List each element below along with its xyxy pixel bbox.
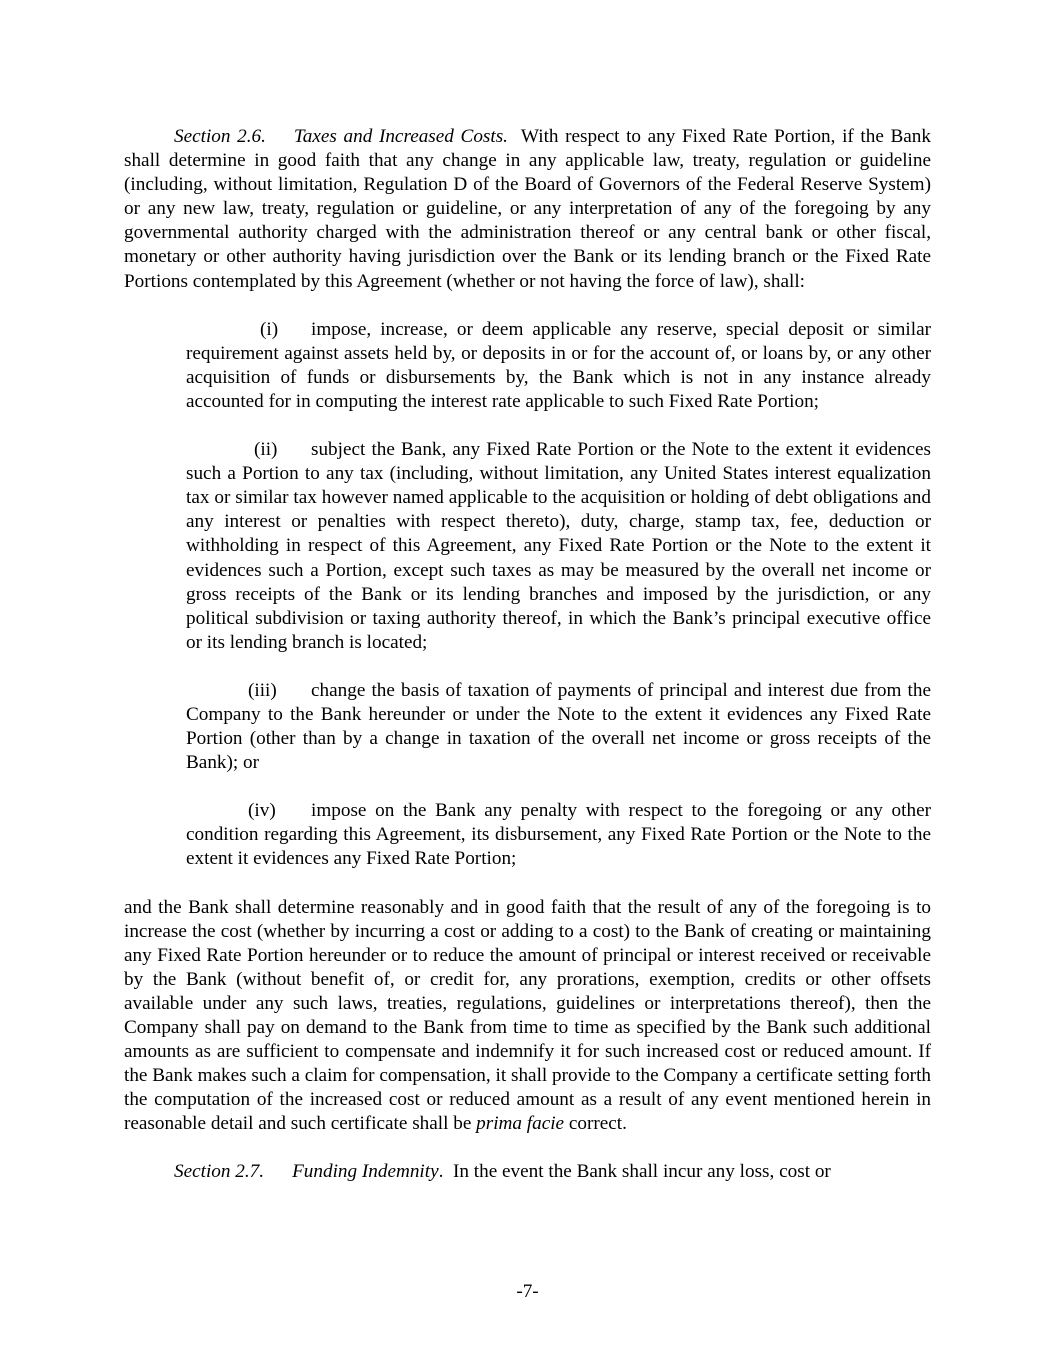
clause-iv-text: impose on the Bank any penalty with respect to the foregoing or any other condition regarding this Agreement, its disbursement, any Fixed Rate Portion or the Note to the extent it evidences any Fixed Rate Portion; (186, 800, 931, 870)
clause-iv (186, 799, 931, 871)
conclusion-text: and the Bank shall determine reasonably and in good faith that the result of any of the foregoing is to increase the cost (whether by incurring a cost or adding to a cost) to the Bank of creating or maintaining any Fixed Rate Portion hereunder or to reduce the amount of principal or interest received or receivable by the Bank (without benefit of, or credit for, any prorations, exemption, credits or other offsets available under any such laws, treaties, regulations, guidelines or interpretations thereof), then the Company shall pay on demand to the Bank from time to time as specified by the Bank such additional amounts as are sufficient to compensate and indemnify it for such increased cost or reduced amount. If the Bank makes such a claim for compensation, it shall provide to the Company a certificate setting forth the computation of the increased cost or reduced amount as a result of any event mentioned herein in reasonable detail and such certificate shall be (124, 896, 931, 1135)
clause-ii (186, 438, 931, 655)
section-2-6-paragraph (124, 125, 931, 294)
section-2-6-conclusion (124, 896, 931, 1137)
clause-iii-number: (iii) (248, 679, 277, 701)
clause-i (186, 318, 931, 414)
section-2-6-intro: With respect to any Fixed Rate Portion, if the Bank shall determine in good faith that any change in any applicable law, treaty, regulation or guideline (including, without limitation, Regulation D of the Board of Governors of the Federal Reserve System) or any new law, treaty, regulation or guideline, or any interpretation of any of the foregoing by any governmental authority charged with the administration thereof or any central bank or other fiscal, monetary or other authority having jurisdiction over the Bank or its lending branch or the Fixed Rate Portions contemplated by this Agreement (whether or not having the force of law), shall: (124, 126, 931, 292)
clause-i-number: (i) (260, 318, 279, 340)
clause-ii-text: subject the Bank, any Fixed Rate Portion or the Note to the extent it evidences such a Portion to any tax (including, without limitation, any United States interest equalization tax or similar tax however named applicable to the acquisition or holding of debt obligations and any interest or penalties with respect thereto), duty, charge, stamp tax, fee, deduction or withholding in respect of this Agreement, any Fixed Rate Portion or the Note to the extent it evidences such a Portion, except such taxes as may be measured by the overall net income or gross receipts of the Bank or its lending branches and imposed by the jurisdiction, or any political subdivision or taxing authority thereof, in which the Bank’s principal executive office or its lending branch is located; (186, 439, 931, 653)
conclusion-italic-term: prima facie (476, 1113, 565, 1135)
section-2-7-text: In the event the Bank shall incur any loss, cost or (453, 1161, 831, 1183)
section-2-7-title: Funding Indemnity (292, 1161, 439, 1183)
conclusion-end: correct. (568, 1113, 627, 1135)
clause-i-text: impose, increase, or deem applicable any reserve, special deposit or similar requirement against assets held by, or deposits in or for the account of, or loans by, or any other acquisition of funds or disbursements by, the Bank which is not in any instance already accounted for in computing the interest rate applicable to such Fixed Rate Portion; (186, 318, 931, 412)
page-number: -7- (516, 1281, 539, 1302)
section-2-6-title: Taxes and Increased Costs. (293, 126, 508, 147)
section-2-7-paragraph (124, 1160, 931, 1184)
section-2-7-number: Section 2.7. (174, 1161, 265, 1183)
document-page (124, 125, 931, 1185)
section-2-7-title-punct: . (438, 1161, 444, 1183)
section-2-6-number: Section 2.6. (174, 126, 266, 147)
clause-iii (186, 679, 931, 775)
clause-iii-text: change the basis of taxation of payments of principal and interest due from the Company to the Bank hereunder or under the Note to the extent it evidences any Fixed Rate Portion (other than by a change in taxation of the overall net income or gross receipts of the Bank); or (186, 679, 931, 774)
clause-ii-number: (ii) (254, 439, 278, 461)
clause-iv-number: (iv) (248, 800, 276, 822)
